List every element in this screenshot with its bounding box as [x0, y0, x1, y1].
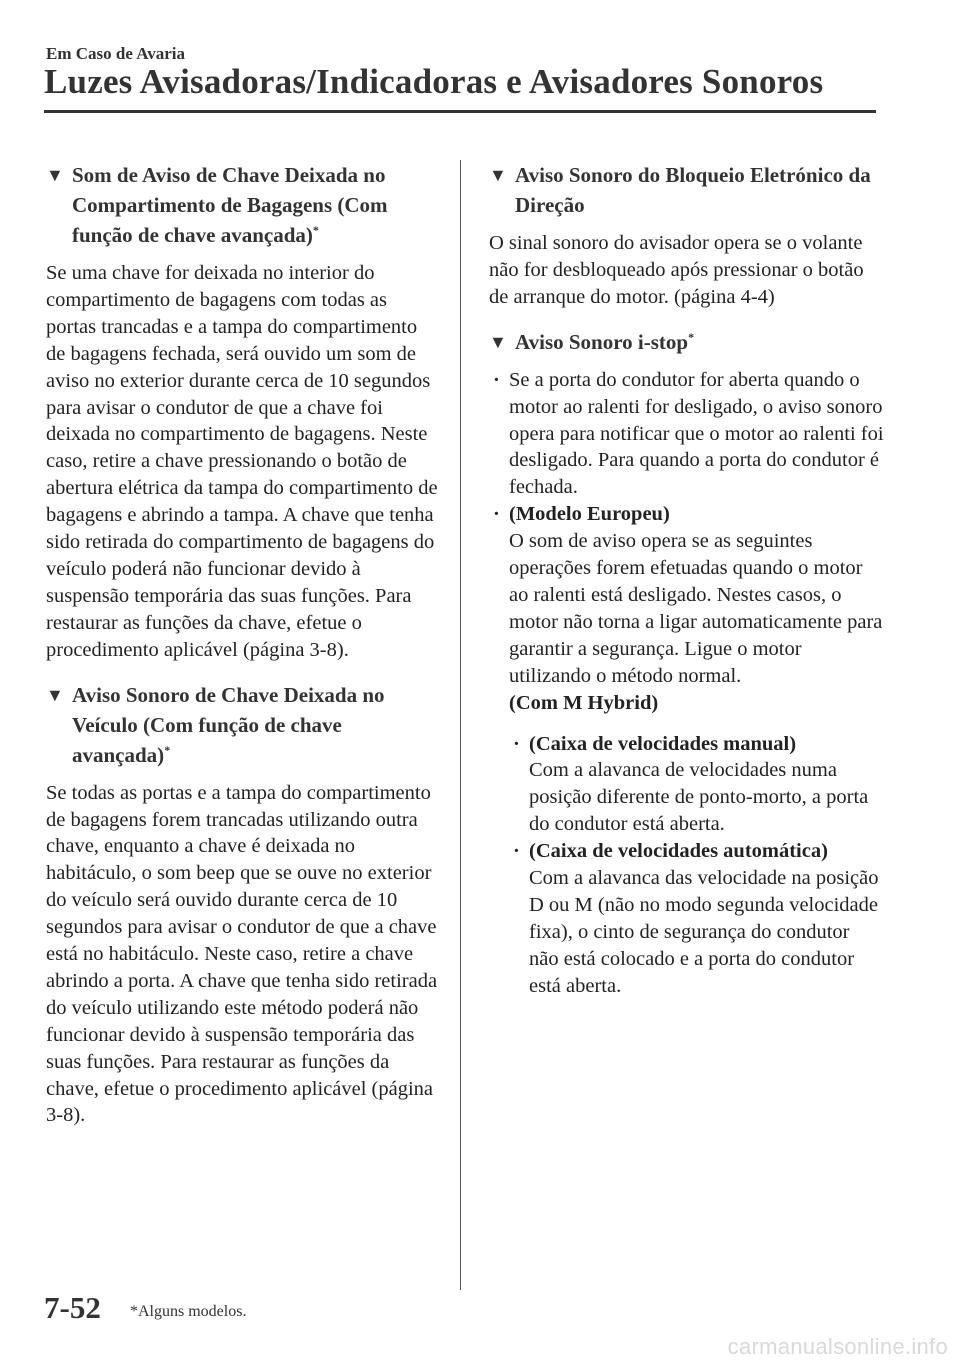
list-item-heading: (Modelo Europeu): [509, 503, 670, 526]
list-item-text: Com a alavanca de velocidades numa posição diferente de ponto-morto, a porta do condutor está aberta.: [529, 759, 869, 836]
list-item-text: Com a alavanca das velocidade na posição D ou M (não no modo segunda velocidade fixa), o cinto de segurança do condutor não está colocado e a porta do condutor está aberta.: [529, 867, 879, 997]
triangle-down-icon: ▼: [489, 331, 507, 352]
list-item-heading: (Caixa de velocidades manual): [529, 732, 797, 755]
list-item: [489, 501, 884, 716]
footnote-asterisk: *: [688, 329, 695, 344]
section-title: Aviso Sonoro i-stop: [515, 329, 689, 354]
chapter-label: Em Caso de Avaria: [46, 44, 185, 63]
list-item-heading: (Com M Hybrid): [509, 691, 659, 714]
bullet-list: [489, 367, 884, 1000]
section-body: Se todas as portas e a tampa do compartimento de bagagens forem trancadas utilizando outra chave, enquanto a chave é deixada no habitáculo, o som beep que se ouve no exterior do veículo será ouvido durante cerca de 10 segundos para avisar o condutor de que a chave está no habitáculo. Neste caso, retire a chave abrindo a porta. A chave que tenha sido retirada do veículo utilizando este método poderá não funcionar devido à suspensão temporária das suas funções. Para restaurar as funções da chave, efetue o procedimento aplicável (página 3-8).: [46, 781, 438, 1127]
footnote-asterisk: *: [312, 223, 319, 237]
triangle-down-icon: ▼: [46, 684, 64, 705]
left-column: [46, 160, 441, 1145]
section-title: Som de Aviso de Chave Deixada no Compartimento de Bagagens (Com função de chave avançada): [72, 163, 388, 247]
list-item: [489, 367, 884, 502]
list-item: [509, 731, 884, 839]
list-item: [509, 838, 884, 999]
page-title: Luzes Avisadoras/Indicadoras e Avisadores Sonoros: [44, 62, 824, 101]
section-heading: [489, 327, 884, 357]
triangle-down-icon: ▼: [489, 165, 507, 185]
bullet-icon: ·: [513, 732, 520, 755]
section-body: Se uma chave for deixada no interior do compartimento de bagagens com todas as portas trancadas e a tampa do compartimento de bagagens fechada, será ouvido um som de aviso no exterior durante cerca de 10 segundos para avisar o condutor de que a chave foi deixada no compartimento de bagagens. Neste caso, retire a chave pressionando o botão de abertura elétrica da tampa do compartimento de bagagens e abrindo a tampa. A chave que tenha sido retirada do compartimento de bagagens do veículo poderá não funcionar devido à suspensão temporária das suas funções. Para restaurar as funções da chave, efetue o procedimento aplicável (página 3-8).: [46, 262, 438, 661]
footnote: *Alguns modelos.: [130, 1303, 247, 1320]
right-column: [489, 160, 884, 1000]
section-title: Aviso Sonoro de Chave Deixada no Veículo (Com função de chave avançada): [72, 682, 385, 767]
sub-list: [489, 731, 884, 1000]
triangle-down-icon: ▼: [46, 165, 64, 185]
bullet-icon: ·: [513, 840, 520, 863]
column-divider: [460, 160, 461, 1290]
header-rule: [44, 110, 876, 113]
bullet-icon: ·: [493, 503, 500, 526]
list-item-text: Se a porta do condutor for aberta quando o motor ao ralenti for desligado, o aviso sonoro opera para notificar que o motor ao ralenti foi desligado. Para quando a porta do condutor é fechada.: [509, 368, 884, 499]
bullet-icon: ·: [493, 368, 500, 391]
section-heading: [489, 160, 884, 220]
list-item-heading: (Caixa de velocidades automática): [529, 840, 828, 863]
section-title: Aviso Sonoro do Bloqueio Eletrónico da Direção: [515, 163, 871, 217]
footnote-asterisk: *: [164, 742, 171, 757]
section-heading: [46, 680, 441, 770]
watermark: carmanualsonline.info: [727, 1334, 948, 1359]
section-body: O sinal sonoro do avisador opera se o volante não for desbloqueado após pressionar o botão de arranque do motor. (página 4-4): [489, 232, 864, 308]
section-heading: [46, 160, 441, 250]
page-number: 7-52: [44, 1290, 101, 1325]
list-item-text: O som de aviso opera se as seguintes operações forem efetuadas quando o motor ao ralenti está desligado. Nestes casos, o motor não torna a ligar automaticamente para garantir a segurança. Ligue o motor utilizando o método normal.: [509, 530, 883, 687]
